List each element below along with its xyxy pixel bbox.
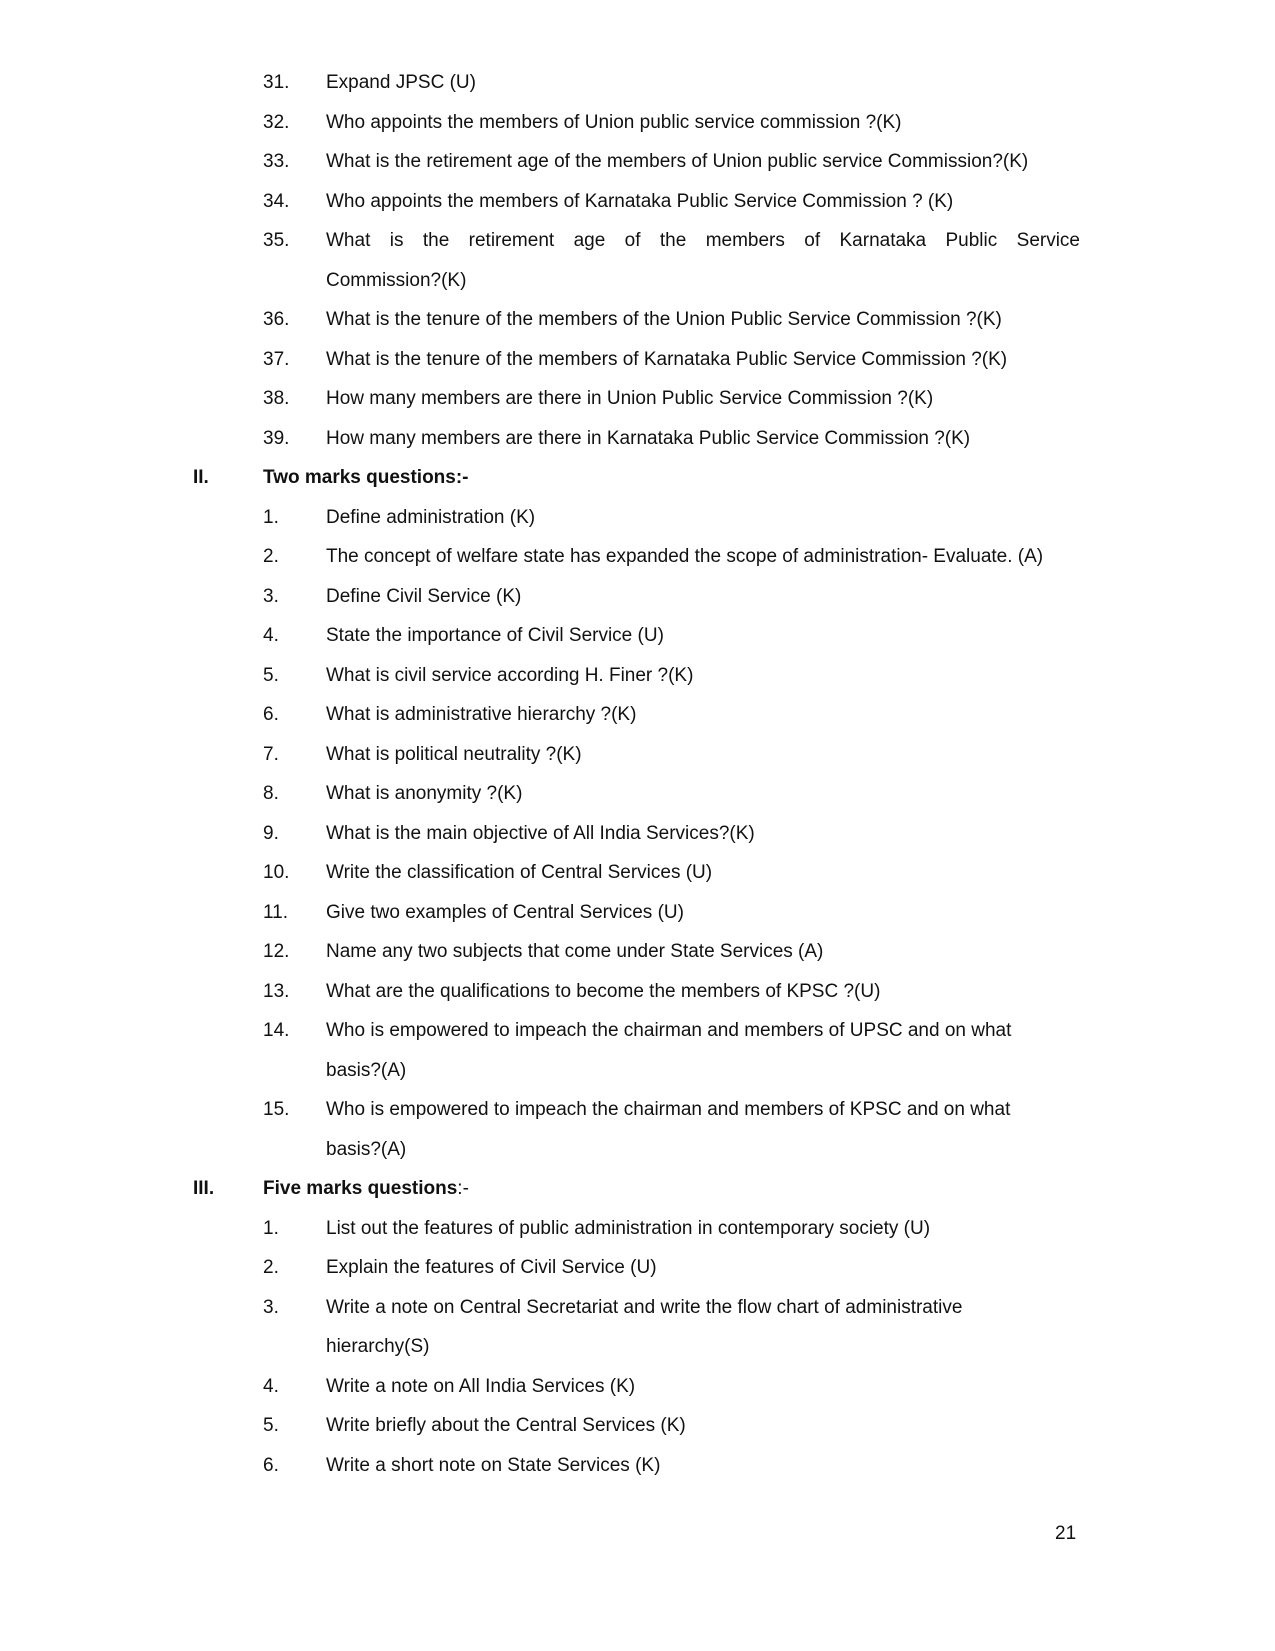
item-text: Name any two subjects that come under State Services (A) — [326, 941, 824, 962]
item-number: 1. — [263, 1217, 279, 1239]
list-item — [0, 103, 1275, 143]
item-number: 37. — [263, 348, 290, 370]
list-item — [0, 577, 1275, 617]
item-text: Give two examples of Central Services (U) — [326, 901, 684, 923]
list-item — [0, 300, 1275, 340]
item-text: What is political neutrality ?(K) — [326, 743, 582, 765]
list-item — [0, 1209, 1275, 1249]
section-heading-two — [0, 458, 1275, 498]
item-text: Write a note on All India Services (K) — [326, 1375, 636, 1397]
list-item — [0, 616, 1275, 656]
item-number: 1. — [263, 506, 279, 528]
item-number: 2. — [263, 546, 279, 567]
item-number: 5. — [263, 664, 279, 686]
section-roman-numeral: III. — [193, 1178, 215, 1199]
item-text: Who appoints the members of Karnataka Public Service Commission ? (K) — [326, 190, 954, 212]
item-number: 10. — [263, 862, 290, 883]
list-item — [0, 1090, 1275, 1130]
list-item-continuation — [0, 261, 1275, 301]
question-list — [0, 63, 1275, 1485]
list-item — [0, 814, 1275, 854]
item-number: 15. — [263, 1099, 290, 1120]
item-number: 11. — [263, 901, 289, 923]
item-text: What is anonymity ?(K) — [326, 783, 523, 804]
list-item — [0, 419, 1275, 459]
section-title-text: Two marks questions:- — [263, 467, 469, 488]
item-number: 2. — [263, 1257, 279, 1278]
list-item — [0, 182, 1275, 222]
list-item — [0, 932, 1275, 972]
item-number: 4. — [263, 1375, 279, 1397]
item-text: What is the tenure of the members of the Union Public Service Commission ?(K) — [326, 309, 1002, 330]
list-item — [0, 735, 1275, 775]
list-item — [0, 1446, 1275, 1486]
section-title-suffix: :- — [457, 1178, 469, 1199]
item-number: 13. — [263, 980, 290, 1002]
list-item — [0, 774, 1275, 814]
section-title — [263, 1169, 469, 1209]
list-item — [0, 1011, 1275, 1051]
item-text: What are the qualifications to become the members of KPSC ?(U) — [326, 980, 881, 1002]
item-text: What is the retirement age of the members of Union public service Commission?(K) — [326, 151, 1029, 172]
list-item — [0, 498, 1275, 538]
item-text-continuation: basis?(A) — [326, 1059, 407, 1081]
item-text: What is the main objective of All India Services?(K) — [326, 822, 755, 844]
item-number: 4. — [263, 625, 279, 646]
list-item — [0, 695, 1275, 735]
section-heading-three — [0, 1169, 1275, 1209]
item-text: List out the features of public administration in contemporary society (U) — [326, 1217, 931, 1239]
item-text: State the importance of Civil Service (U) — [326, 625, 664, 646]
item-text: Write a short note on State Services (K) — [326, 1454, 661, 1476]
item-text: What is civil service according H. Finer ?(K) — [326, 664, 694, 686]
item-number: 8. — [263, 783, 279, 804]
item-text-continuation: Commission?(K) — [326, 269, 467, 291]
item-text: Define administration (K) — [326, 506, 536, 528]
item-text: The concept of welfare state has expanded the scope of administration- Evaluate. (A) — [326, 546, 1044, 567]
item-text-continuation: basis?(A) — [326, 1138, 407, 1160]
item-number: 5. — [263, 1415, 279, 1436]
list-item — [0, 537, 1275, 577]
item-text: Write briefly about the Central Services (K) — [326, 1415, 686, 1436]
item-number: 34. — [263, 190, 290, 212]
list-item-continuation — [0, 1130, 1275, 1170]
item-number: 14. — [263, 1020, 290, 1041]
list-item — [0, 1288, 1275, 1328]
list-item-continuation — [0, 1051, 1275, 1091]
item-text-continuation: hierarchy(S) — [326, 1336, 430, 1357]
item-number: 6. — [263, 1454, 279, 1476]
item-number: 9. — [263, 822, 279, 844]
list-item — [0, 63, 1275, 103]
item-number: 6. — [263, 704, 279, 725]
item-text: Explain the features of Civil Service (U) — [326, 1257, 657, 1278]
item-number: 7. — [263, 743, 279, 765]
list-item — [0, 853, 1275, 893]
item-text: What is the tenure of the members of Karnataka Public Service Commission ?(K) — [326, 348, 1008, 370]
list-item — [0, 656, 1275, 696]
item-text: Write a note on Central Secretariat and write the flow chart of administrative — [326, 1296, 963, 1318]
item-text: How many members are there in Union Public Service Commission ?(K) — [326, 388, 934, 409]
list-item — [0, 221, 1275, 261]
section-title — [263, 458, 469, 498]
item-text: Write the classification of Central Services (U) — [326, 862, 713, 883]
page-number: 21 — [1055, 1523, 1077, 1544]
item-text: Who is empowered to impeach the chairman and members of KPSC and on what — [326, 1099, 1011, 1120]
list-item — [0, 340, 1275, 380]
list-item — [0, 142, 1275, 182]
item-number: 38. — [263, 388, 290, 409]
list-item — [0, 1248, 1275, 1288]
item-number: 12. — [263, 941, 290, 962]
list-item-continuation — [0, 1327, 1275, 1367]
item-number: 32. — [263, 111, 290, 133]
item-number: 31. — [263, 72, 290, 93]
item-text: What is administrative hierarchy ?(K) — [326, 704, 637, 725]
item-text: How many members are there in Karnataka Public Service Commission ?(K) — [326, 427, 971, 449]
item-number: 33. — [263, 151, 290, 172]
list-item — [0, 1406, 1275, 1446]
item-text: Who appoints the members of Union public service commission ?(K) — [326, 111, 902, 133]
item-text: What is the retirement age of the members of Karnataka Public Service — [326, 230, 1080, 251]
section-title-text: Five marks questions — [263, 1178, 458, 1199]
section-roman-numeral: II. — [193, 467, 209, 488]
item-number: 35. — [263, 230, 290, 251]
item-number: 39. — [263, 427, 290, 449]
list-item — [0, 1367, 1275, 1407]
item-text: Define Civil Service (K) — [326, 585, 522, 607]
item-text: Expand JPSC (U) — [326, 72, 476, 93]
list-item — [0, 972, 1275, 1012]
list-item — [0, 379, 1275, 419]
list-item — [0, 893, 1275, 933]
item-text: Who is empowered to impeach the chairman and members of UPSC and on what — [326, 1020, 1012, 1041]
item-number: 36. — [263, 309, 290, 330]
item-number: 3. — [263, 1296, 279, 1318]
item-number: 3. — [263, 585, 279, 607]
